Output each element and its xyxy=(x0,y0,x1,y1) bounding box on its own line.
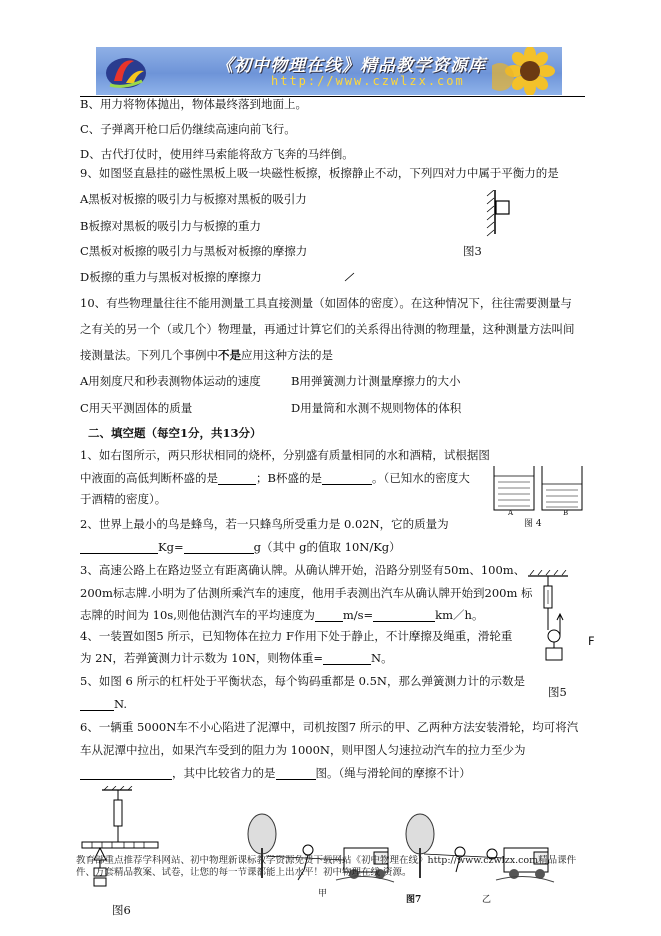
f3-line1: 3、高速公路上在路边竖立有距离确认牌。从确认牌开始，沿路分别竖有50m、100m、 xyxy=(80,563,526,577)
q10-option-c: C用天平测固体的质量 xyxy=(80,401,193,415)
q9-stem: 9、如图竖直悬挂的磁性黑板上吸一块磁性板擦，板擦静止不动，下列四对力中属于平衡力的是 xyxy=(80,166,559,180)
fig7-caption: 图7 xyxy=(406,895,422,905)
q10-line1: 10、有些物理量往往不能用测量工具直接测量（如固体的密度）。在这种情况下，往往需要测量与 xyxy=(80,296,572,310)
f5-line1: 5、如图 6 所示的杠杆处于平衡状态，每个钩码重都是 0.5N，那么弹簧测力计的示数是 xyxy=(80,674,525,688)
f2-blank-kg[interactable] xyxy=(80,541,158,554)
header-banner xyxy=(96,47,562,95)
fig5-pulley-diagram xyxy=(522,570,582,670)
q10-option-a: A用刻度尺和秒表测物体运动的速度 xyxy=(80,374,261,388)
f5-blank[interactable] xyxy=(80,698,114,711)
fig7-label-jia: 甲 xyxy=(318,889,328,899)
fig3-caption: 图3 xyxy=(463,244,482,258)
fig4-label-b: B xyxy=(563,509,569,517)
fig7-label-yi: 乙 xyxy=(482,895,492,905)
q10-option-d: D用量筒和水测不规则物体的体积 xyxy=(291,401,462,415)
f1-blank-1[interactable] xyxy=(218,472,256,485)
f4-line2: 为 2N，若弹簧测力计示数为 10N，则物体重= N。 xyxy=(80,651,393,665)
q10-line2: 之有关的另一个（或几个）物理量，再通过计算它们的关系得出待测的物理量，这种测量方法叫间 xyxy=(80,322,575,336)
stray-mark xyxy=(344,272,356,282)
fig6-lever-diagram xyxy=(80,786,160,908)
header-url[interactable]: http://www.czwlzx.com xyxy=(271,74,465,88)
f4-blank[interactable] xyxy=(323,652,371,665)
q9-option-d: D板擦的重力与黑板对板擦的摩擦力 xyxy=(80,270,262,284)
f4-line1: 4、一装置如图5 所示，已知物体在拉力 F作用下处于静止，不计摩擦及绳重，滑轮重 xyxy=(80,629,513,643)
fig4-label-a: A xyxy=(508,509,514,517)
q8-option-c: C、子弹离开枪口后仍继续高速向前飞行。 xyxy=(80,122,296,136)
q10-option-b: B用弹簧测力计测量摩擦力的大小 xyxy=(291,374,461,388)
f1-line3: 于酒精的密度）。 xyxy=(80,492,167,506)
f6-line1: 6、一辆重 5000N车不小心陷进了泥潭中，司机按图7 所示的甲、乙两种方法安装滑轮，均可将汽 xyxy=(80,720,579,734)
f3-line2: 200m标志牌.小明为了估测所乘汽车的速度，他用手表测出汽车从确认牌开始到200m 标 xyxy=(80,586,533,600)
f3-line3: 志牌的时间为 10s,则他估测汽车的平均速度为 m/s= km／h。 xyxy=(80,608,484,622)
f2-blank-g[interactable] xyxy=(184,541,254,554)
f5-line2: N. xyxy=(80,697,127,711)
fig3-blackboard-eraser xyxy=(485,190,525,238)
q9-option-a: A黑板对板擦的吸引力与板擦对黑板的吸引力 xyxy=(80,192,307,206)
f6-line2: 车从泥潭中拉出，如果汽车受到的阻力为 1000N，则甲图人匀速拉动汽车的拉力至少为 xyxy=(80,743,526,757)
f3-blank-kmh[interactable] xyxy=(373,609,435,622)
q10-line3: 接测量法。下列几个事例中不是应用这种方法的是 xyxy=(80,348,333,362)
footer-line1: 教育部重点推荐学科网站、初中物理新课标教学资源免费下载网站《初中物理在线》http://www.czwlzx.com精品课件 xyxy=(76,855,577,866)
site-logo-icon xyxy=(104,51,150,91)
sunflower-icon xyxy=(492,47,562,95)
fig4-caption: 图 4 xyxy=(524,519,542,529)
q9-option-b: B板擦对黑板的吸引力与板擦的重力 xyxy=(80,219,261,233)
f1-blank-2[interactable] xyxy=(322,472,372,485)
footer-line2: 件、万套精品教案、试卷，让您的每一节课都能上出水平！初中物理在线 资源。 xyxy=(76,867,412,878)
f6-line3: ，其中比较省力的是 图。（绳与滑轮间的摩擦不计） xyxy=(80,766,471,780)
fig5-caption: 图5 xyxy=(548,685,567,699)
f3-blank-ms[interactable] xyxy=(315,609,343,622)
f6-blank-force[interactable] xyxy=(80,767,172,780)
q8-option-d: D、古代打仗时，使用绊马索能将敌方飞奔的马绊倒。 xyxy=(80,147,354,161)
f1-line1: 1、如右图所示，两只形状相同的烧杯，分别盛有质量相同的水和酒精，试根据图 xyxy=(80,448,490,462)
f2-line1: 2、世界上最小的鸟是蜂鸟，若一只蜂鸟所受重力是 0.02N，它的质量为 xyxy=(80,517,449,531)
fig6-caption: 图6 xyxy=(112,903,131,917)
header-title: 《初中物理在线》精品教学资源库 xyxy=(216,56,486,76)
footer-notice xyxy=(76,855,596,879)
q9-option-c: C黑板对板擦的吸引力与黑板对板擦的摩擦力 xyxy=(80,244,308,258)
q8-option-b: B、用力将物体抛出，物体最终落到地面上。 xyxy=(80,97,307,111)
f2-line2: Kg= g（其中 g的值取 10N/Kg） xyxy=(80,540,401,554)
f6-blank-which[interactable] xyxy=(276,767,316,780)
section2-title: 二、填空题（每空1分，共13分） xyxy=(88,426,262,440)
f1-line2: 中液面的高低判断杯盛的是 ；B杯盛的是 。（已知水的密度大 xyxy=(80,471,470,485)
fig5-force-f: F xyxy=(588,634,595,648)
fig4-beakers xyxy=(490,462,586,518)
